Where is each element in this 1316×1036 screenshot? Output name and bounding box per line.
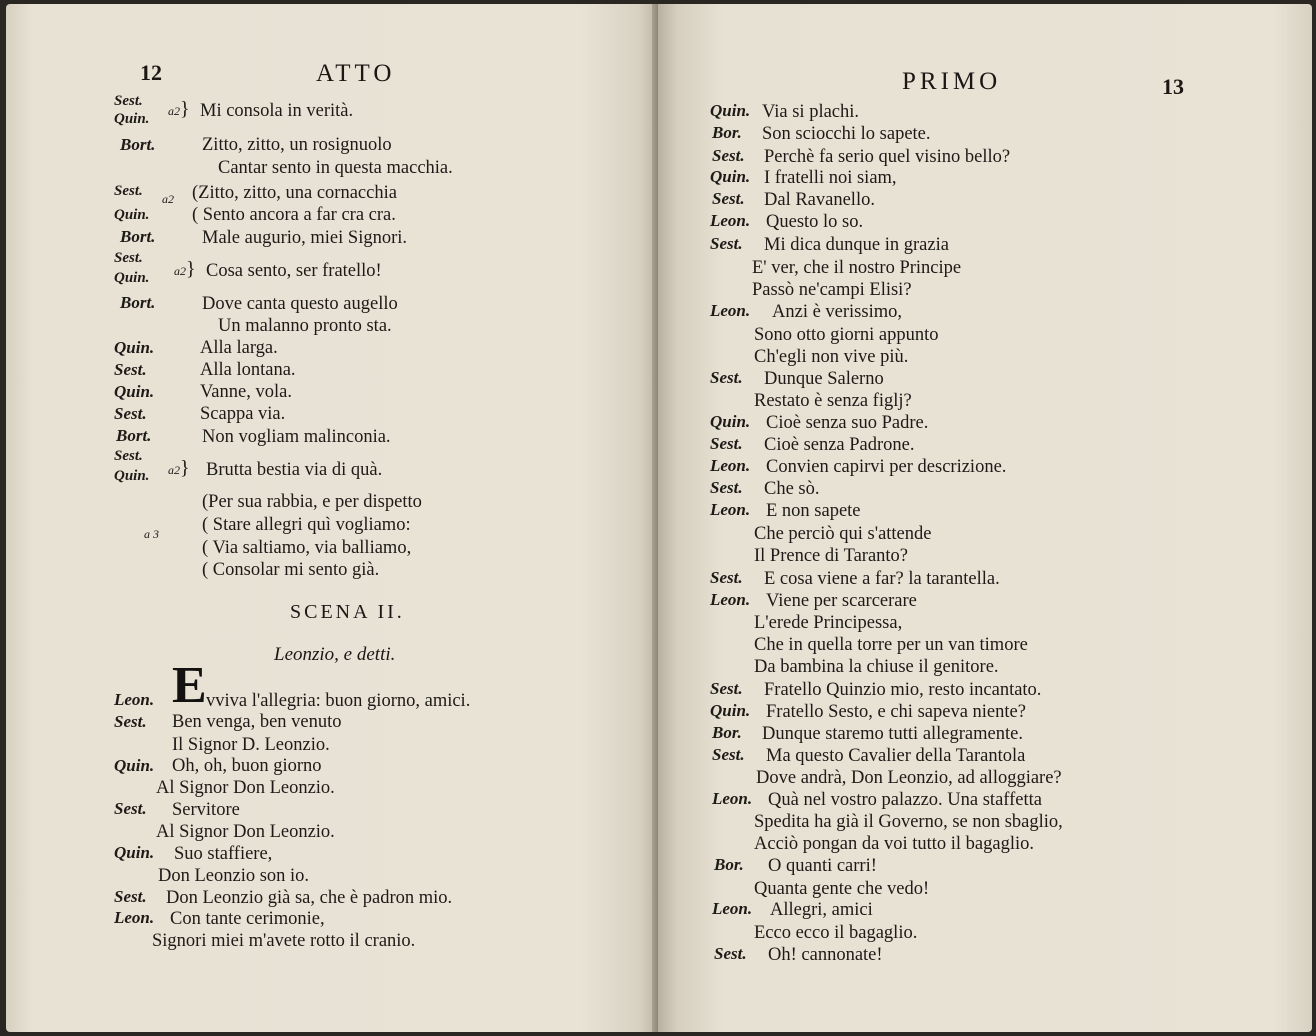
dialogue-line: Ma questo Cavalier della Tarantola — [766, 746, 1026, 766]
dialogue-line: Servitore — [172, 800, 240, 820]
verse-line: ( Consolar mi sento già. — [202, 560, 380, 580]
dialogue-line: Dunque Salerno — [764, 369, 884, 389]
speaker: Leon. — [710, 211, 751, 230]
dialogue-line: Anzi è verissimo, — [772, 302, 902, 322]
speaker: Sest. — [114, 448, 143, 464]
right-page — [658, 4, 1312, 1032]
page-number: 13 — [1162, 74, 1184, 99]
dialogue-line: vviva l'allegria: buon giorno, amici. — [206, 691, 471, 711]
verse-line: Brutta bestia via di quà. — [206, 460, 383, 480]
dialogue-line: Mi dica dunque in grazia — [764, 235, 949, 255]
speaker: Sest. — [710, 568, 743, 587]
a3-marker: a 3 — [144, 527, 159, 541]
speaker: Sest. — [712, 146, 745, 165]
a2-marker: a2} — [174, 258, 196, 280]
verse-line: Un malanno pronto sta. — [218, 316, 392, 336]
scene-title: SCENA II. — [290, 601, 405, 623]
dialogue-line: Cioè senza suo Padre. — [766, 413, 929, 433]
drop-cap: E — [172, 657, 207, 714]
page-number: 12 — [140, 60, 162, 85]
speaker: Bort. — [120, 227, 156, 246]
speaker: Quin. — [114, 338, 155, 357]
scene-characters: Leonzio, e detti. — [274, 644, 396, 665]
speaker: Sest. — [714, 944, 747, 963]
dialogue-line: Quà nel vostro palazzo. Una staffetta — [768, 790, 1042, 810]
verse-line: ( Via saltiamo, via balliamo, — [202, 538, 412, 558]
dialogue-line: Dal Ravanello. — [764, 190, 875, 210]
speaker: Sest. — [710, 679, 743, 698]
a2-marker: a2 — [162, 192, 174, 206]
speaker: Sest. — [710, 234, 743, 253]
speaker: Quin. — [114, 843, 155, 862]
dialogue-line: Sono otto giorni appunto — [754, 325, 939, 345]
a2-marker: a2} — [168, 98, 190, 120]
speaker: Sest. — [114, 93, 143, 109]
dialogue-line: Al Signor Don Leonzio. — [156, 778, 335, 798]
dialogue-line: Perchè fa serio quel visino bello? — [764, 147, 1011, 167]
speaker: Leon. — [710, 301, 751, 320]
dialogue-line: Allegri, amici — [770, 900, 873, 920]
a2-marker: a2} — [168, 457, 190, 479]
speaker: Quin. — [114, 207, 150, 223]
speaker: Sest. — [114, 250, 143, 266]
speaker: Sest. — [712, 189, 745, 208]
dialogue-line: O quanti carri! — [768, 856, 877, 876]
dialogue-line: Ecco ecco il bagaglio. — [754, 923, 918, 943]
verse-line: ( Stare allegri quì vogliamo: — [202, 515, 411, 535]
dialogue-line: Restato è senza figlj? — [754, 391, 912, 411]
dialogue-line: Che sò. — [764, 479, 820, 499]
running-head: ATTO — [316, 60, 396, 87]
speaker: Sest. — [114, 360, 147, 379]
dialogue-line: Via si plachi. — [762, 102, 860, 122]
dialogue-line: Don Leonzio già sa, che è padron mio. — [166, 888, 453, 908]
speaker: Leon. — [114, 908, 155, 927]
speaker: Sest. — [712, 745, 745, 764]
speaker: Quin. — [114, 111, 150, 127]
speaker: Quin. — [710, 101, 751, 120]
speaker: Sest. — [114, 799, 147, 818]
speaker: Quin. — [114, 382, 155, 401]
speaker: Leon. — [712, 789, 753, 808]
dialogue-line: Son sciocchi lo sapete. — [762, 124, 931, 144]
speaker: Quin. — [710, 167, 751, 186]
dialogue-line: Don Leonzio son io. — [158, 866, 310, 886]
dialogue-line: Convien capirvi per descrizione. — [766, 457, 1007, 477]
dialogue-line: Il Prence di Taranto? — [754, 546, 909, 566]
verse-line: Zitto, zitto, un rosignuolo — [202, 135, 392, 155]
dialogue-line: Con tante cerimonie, — [170, 909, 325, 929]
dialogue-line: Da bambina la chiuse il genitore. — [754, 657, 999, 677]
speaker: Leon. — [712, 899, 753, 918]
dialogue-line: Cioè senza Padrone. — [764, 435, 915, 455]
dialogue-line: I fratelli noi siam, — [764, 168, 897, 188]
speaker: Sest. — [710, 434, 743, 453]
left-page — [6, 4, 658, 1032]
speaker: Sest. — [710, 478, 743, 497]
dialogue-line: L'erede Principessa, — [754, 613, 903, 633]
verse-line: Cosa sento, ser fratello! — [206, 261, 382, 281]
speaker: Quin. — [710, 701, 751, 720]
speaker: Bor. — [712, 123, 742, 142]
dialogue-line: Fratello Sesto, e chi sapeva niente? — [766, 702, 1026, 722]
speaker: Quin. — [114, 468, 150, 484]
speaker: Sest. — [114, 887, 147, 906]
speaker: Leon. — [710, 590, 751, 609]
verse-line: Scappa via. — [200, 404, 286, 424]
verse-line: Mi consola in verità. — [200, 101, 354, 121]
verse-line: Alla larga. — [200, 338, 278, 358]
speaker: Leon. — [710, 456, 751, 475]
dialogue-line: Quanta gente che vedo! — [754, 879, 930, 899]
verse-line: Cantar sento in questa macchia. — [218, 158, 453, 178]
speaker: Leon. — [114, 690, 155, 709]
verse-line: Male augurio, miei Signori. — [202, 228, 408, 248]
verse-line: Dove canta questo augello — [202, 294, 398, 314]
dialogue-line: Spedita ha già il Governo, se non sbaglio, — [754, 812, 1063, 832]
dialogue-line: E cosa viene a far? la tarantella. — [764, 569, 1000, 589]
dialogue-line: Signori miei m'avete rotto il cranio. — [152, 931, 416, 951]
verse-line: Alla lontana. — [200, 360, 296, 380]
speaker: Bor. — [712, 723, 742, 742]
speaker: Sest. — [114, 712, 147, 731]
speaker: Sest. — [710, 368, 743, 387]
verse-line: Non vogliam malinconia. — [202, 427, 391, 447]
verse-line: (Zitto, zitto, una cornacchia — [192, 183, 397, 203]
dialogue-line: Acciò pongan da voi tutto il bagaglio. — [754, 834, 1035, 854]
dialogue-line: Dove andrà, Don Leonzio, ad alloggiare? — [756, 768, 1062, 788]
speaker: Bort. — [116, 426, 152, 445]
dialogue-line: Che perciò qui s'attende — [754, 524, 932, 544]
speaker: Leon. — [710, 500, 751, 519]
speaker: Sest. — [114, 404, 147, 423]
running-head: PRIMO — [902, 68, 1002, 95]
speaker: Sest. — [114, 183, 143, 199]
dialogue-line: Viene per scarcerare — [766, 591, 917, 611]
dialogue-line: E non sapete — [766, 501, 861, 521]
speaker: Bort. — [120, 135, 156, 154]
dialogue-line: Ben venga, ben venuto — [172, 712, 342, 732]
verse-line: ( Sento ancora a far cra cra. — [192, 205, 396, 225]
dialogue-line: Fratello Quinzio mio, resto incantato. — [764, 680, 1042, 700]
dialogue-line: Oh, oh, buon giorno — [172, 756, 322, 776]
dialogue-line: Questo lo so. — [766, 212, 864, 232]
verse-line: (Per sua rabbia, e per dispetto — [202, 492, 422, 512]
dialogue-line: Dunque staremo tutti allegramente. — [762, 724, 1023, 744]
dialogue-line: E' ver, che il nostro Principe — [752, 258, 962, 278]
verse-line: Vanne, vola. — [200, 382, 292, 402]
speaker: Quin. — [710, 412, 751, 431]
speaker: Quin. — [114, 270, 150, 286]
dialogue-line: Passò ne'campi Elisi? — [752, 280, 912, 300]
dialogue-line: Oh! cannonate! — [768, 945, 883, 965]
dialogue-line: Al Signor Don Leonzio. — [156, 822, 335, 842]
speaker: Bort. — [120, 293, 156, 312]
dialogue-line: Suo staffiere, — [174, 844, 273, 864]
dialogue-line: Il Signor D. Leonzio. — [172, 735, 330, 755]
dialogue-line: Che in quella torre per un van timore — [754, 635, 1028, 655]
speaker: Bor. — [714, 855, 744, 874]
speaker: Quin. — [114, 756, 155, 775]
dialogue-line: Ch'egli non vive più. — [754, 347, 909, 367]
